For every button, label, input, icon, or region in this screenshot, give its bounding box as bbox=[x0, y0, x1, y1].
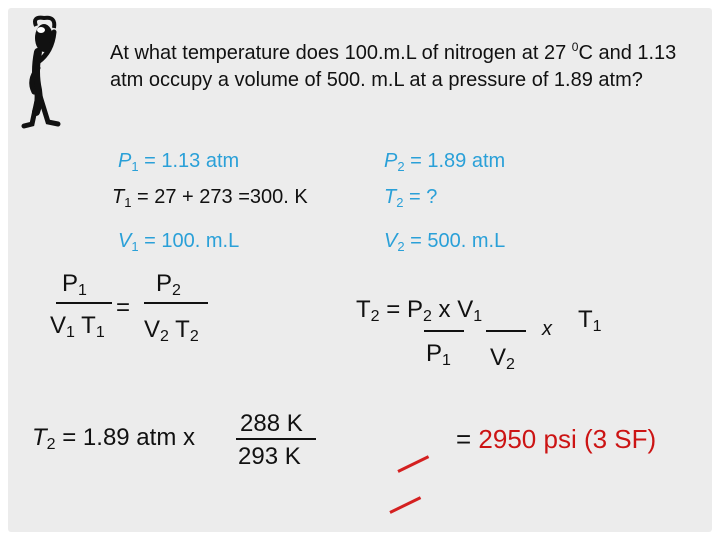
answer-value: 2950 psi (3 SF) bbox=[478, 424, 657, 454]
rearranged-p1: $P_1$ bbox=[426, 340, 451, 369]
law-right-fraction-bar bbox=[144, 302, 208, 304]
given-t2: $T_2$ = ? bbox=[384, 186, 438, 210]
law-left-fraction-bar bbox=[56, 302, 112, 304]
question-text: At what temperature does 100.m.L of nitrogen at 27 $^0$C and 1.13 atm occupy a volume of 500. m.L at a pressure of 1.89 atm? bbox=[110, 40, 677, 91]
law-v1-t1: $V_1$ $T_1$ bbox=[50, 312, 105, 341]
given-v2: $V_2 = 500$. m.L bbox=[384, 230, 506, 254]
law-equals: = bbox=[116, 294, 131, 321]
thinking-figure-icon bbox=[14, 12, 74, 132]
given-p1: $P_1 = 1.13$ atm bbox=[118, 150, 240, 174]
answer: = 2950 psi (3 SF) bbox=[456, 424, 657, 454]
rearranged-v2: $V_2$ bbox=[490, 344, 515, 373]
given-p2: $P_2 = 1.89$ atm bbox=[384, 150, 506, 174]
calc-fraction-bar bbox=[236, 438, 316, 440]
law-p2: $P_2$ bbox=[156, 270, 181, 299]
rearranged-bar-v2 bbox=[486, 330, 526, 332]
rearranged-times: x bbox=[542, 318, 552, 340]
law-v2-t2: $V_2$ $T_2$ bbox=[144, 316, 199, 345]
calc-expression: $T_2 = 1.89$ atm x bbox=[32, 424, 195, 453]
rearranged-t1: $T_1$ bbox=[578, 306, 602, 335]
rearranged-numerator: $T_2 = P_2$ x $V_1$ bbox=[356, 296, 483, 325]
rearranged-bar-p1 bbox=[424, 330, 464, 332]
law-p1: $P_1$ bbox=[62, 270, 87, 299]
given-t1: $T_1 = 27 + 273 =300$. K bbox=[112, 186, 308, 210]
calc-numerator: 288 K bbox=[240, 410, 303, 437]
given-v1: $V_1 = 100$. m.L bbox=[118, 230, 240, 254]
calc-denominator: 293 K bbox=[238, 443, 301, 470]
